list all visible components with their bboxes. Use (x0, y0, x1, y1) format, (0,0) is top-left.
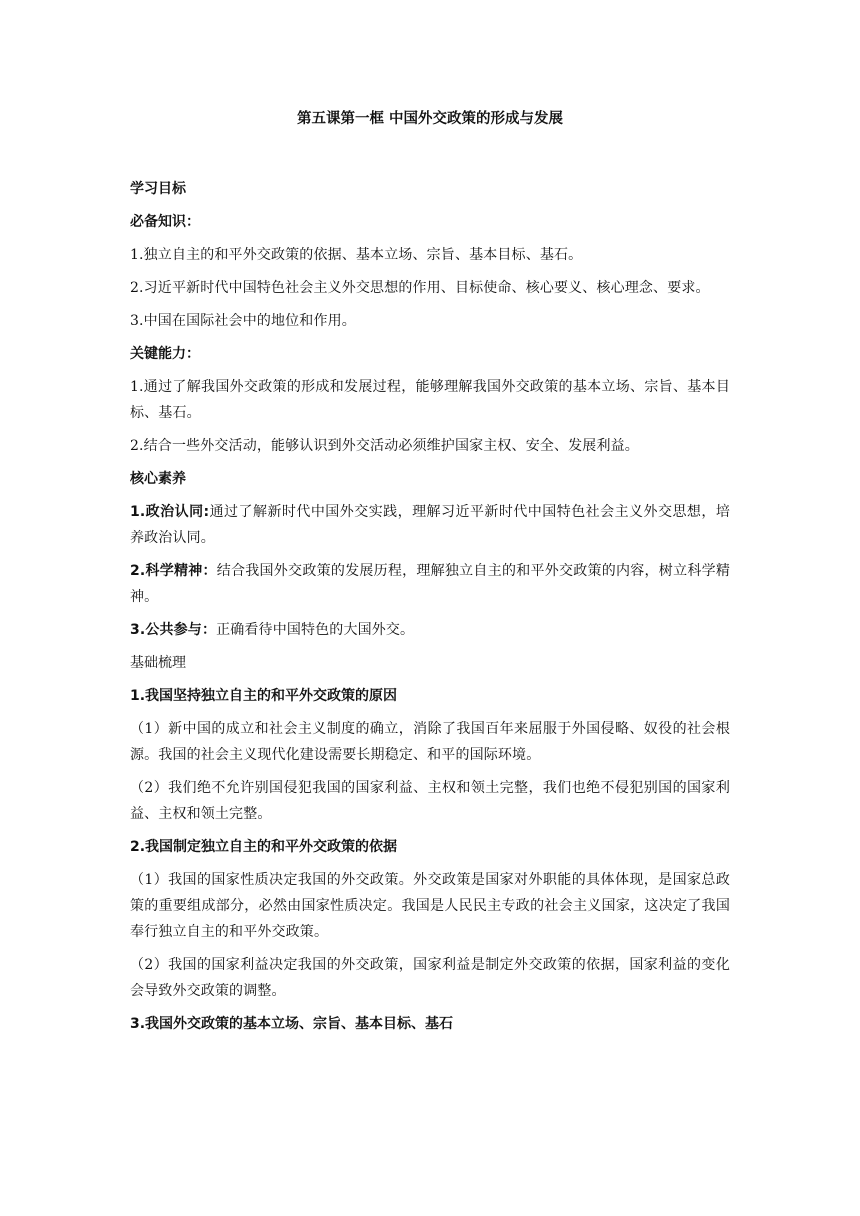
knowledge-item: 3.中国在国际社会中的地位和作用。 (130, 313, 356, 329)
section-paragraph: （1）新中国的成立和社会主义制度的确立，消除了我国百年来屈服于外国侵略、奴役的社会根源。我国的社会主义现代化建设需要长期稳定、和平的国际环境。 (130, 721, 730, 763)
section-paragraph: （2）我们绝不允许别国侵犯我国的国家利益、主权和领土完整，我们也绝不侵犯别国的国家利益、主权和领土完整。 (130, 780, 730, 822)
objectives-heading: 学习目标 (130, 181, 186, 197)
section-paragraph: （1）我国的国家性质决定我国的外交政策。外交政策是国家对外职能的具体体现，是国家总政策的重要组成部分，必然由国家性质决定。我国是人民民主专政的社会主义国家，这决定了我国奉行独立自主的和平外交政策。 (130, 872, 730, 940)
abilities-heading: 关键能力： (130, 346, 200, 362)
section-paragraph: （2）我国的国家利益决定我国的外交政策，国家利益是制定外交政策的依据，国家利益的变化会导致外交政策的调整。 (130, 957, 730, 999)
section-heading: 3.我国外交政策的基本立场、宗旨、基本目标、基石 (130, 1016, 454, 1032)
literacy-item (130, 617, 730, 643)
section-heading: 2.我国制定独立自主的和平外交政策的依据 (130, 839, 398, 855)
literacy-item-lead: 1.政治认同: (130, 504, 210, 520)
literacy-item (130, 558, 730, 610)
literacy-item-text: 正确看待中国特色的大国外交。 (216, 622, 415, 638)
literacy-item-text: 通过了解新时代中国外交实践，理解习近平新时代中国特色社会主义外交思想，培养政治认同。 (130, 504, 730, 546)
ability-item: 1.通过了解我国外交政策的形成和发展过程，能够理解我国外交政策的基本立场、宗旨、基本目标、基石。 (130, 379, 730, 421)
literacy-heading: 核心素养 (130, 471, 186, 487)
literacy-item-lead: 2.科学精神： (130, 563, 217, 579)
knowledge-item: 1.独立自主的和平外交政策的依据、基本立场、宗旨、基本目标、基石。 (130, 247, 583, 263)
basics-heading: 基础梳理 (130, 655, 186, 671)
knowledge-heading: 必备知识： (130, 214, 200, 230)
literacy-item-lead: 3.公共参与： (130, 622, 217, 638)
literacy-item (130, 499, 730, 551)
document-title: 第五课第一框 中国外交政策的形成与发展 (296, 111, 564, 127)
ability-item: 2.结合一些外交活动，能够认识到外交活动必须维护国家主权、安全、发展利益。 (130, 438, 639, 454)
knowledge-item: 2.习近平新时代中国特色社会主义外交思想的作用、目标使命、核心要义、核心理念、要求。 (130, 280, 710, 296)
document-body (130, 106, 730, 1044)
section-heading: 1.我国坚持独立自主的和平外交政策的原因 (130, 688, 398, 704)
literacy-item-text: 结合我国外交政策的发展历程，理解独立自主的和平外交政策的内容，树立科学精神。 (130, 563, 730, 605)
